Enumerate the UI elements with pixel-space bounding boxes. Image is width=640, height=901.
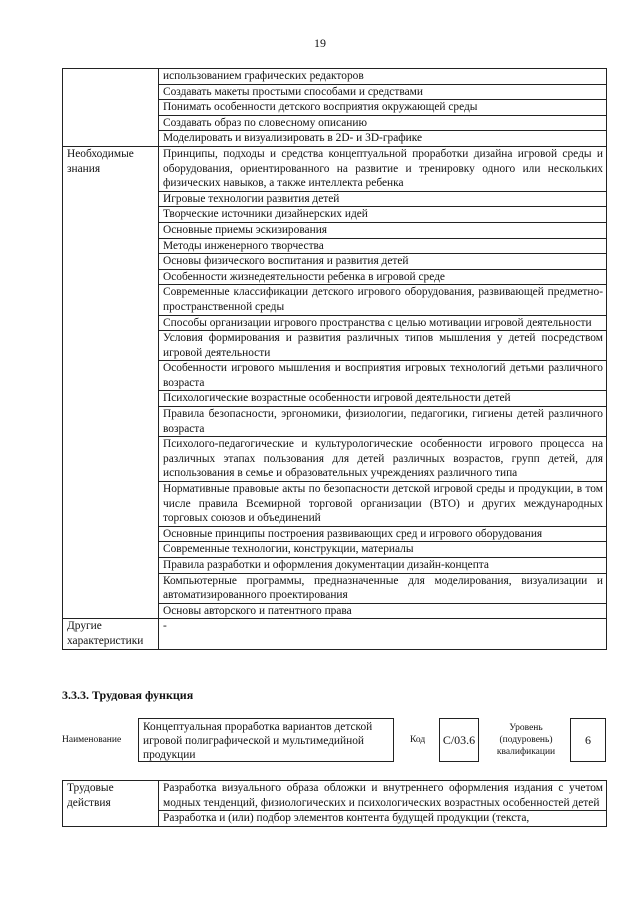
skill-item: Создавать макеты простыми способами и средствами [159,84,607,100]
section-heading: 3.3.3. Трудовая функция [62,688,194,702]
knowledge-item: Способы организации игрового пространства с целью мотивации игровой деятельности [159,315,607,331]
table-row [63,146,607,191]
knowledge-item: Психологические возрастные особенности игровой деятельности детей [159,391,607,407]
knowledge-item: Особенности жизнедеятельности ребенка в игровой среде [159,269,607,285]
knowledge-item: Психолого-педагогические и культурологические особенности игрового процесса на различных этапах пользования для детей различных возрастов, групп детей, для использования в семье и образовательных учреждениях различного типа [159,437,607,482]
knowledge-item: Современные классификации детского игрового оборудования, развивающей предметно-пространственной среды [159,285,607,315]
labor-actions-label: Трудовые действия [63,781,159,827]
page-number: 19 [314,36,326,50]
code-value: C/03.6 [439,718,479,762]
labor-function-header [62,718,606,770]
knowledge-item: Основные приемы эскизирования [159,222,607,238]
other-characteristics-value: - [159,619,607,649]
empty-label-cell [63,69,159,147]
other-characteristics-label: Другие характеристики [63,619,159,649]
skill-item: Понимать особенности детского восприятия окружающей среды [159,100,607,116]
labor-action-item: Разработка и (или) подбор элементов контента будущей продукции (текста, [159,811,607,827]
knowledge-item: Условия формирования и развития различных типов мышления у детей посредством игровой деятельности [159,331,607,361]
knowledge-item: Нормативные правовые акты по безопасности детской игровой среды и продукции, в том числе правила Всемирной торговой организации (ВТО) и других международных торговых союзов и объединений [159,482,607,527]
name-label: Наименование [62,735,122,745]
knowledge-item: Методы инженерного творчества [159,238,607,254]
knowledge-label: Необходимые знания [63,146,159,618]
table-row [63,69,607,85]
table-row [63,781,607,811]
code-label: Код [410,735,426,745]
labor-actions-table [62,780,607,827]
knowledge-item: Компьютерные программы, предназначенные для моделирования, визуализации и автоматизированного проектирования [159,573,607,603]
labor-action-item: Разработка визуального образа обложки и внутреннего оформления издания с учетом модных тенденций, физиологических и психологических возрастных особенностей детей [159,781,607,811]
knowledge-item: Основы авторского и патентного права [159,603,607,619]
knowledge-item: Игровые технологии развития детей [159,191,607,207]
knowledge-item: Современные технологии, конструкции, материалы [159,542,607,558]
knowledge-item: Творческие источники дизайнерских идей [159,207,607,223]
requirements-table [62,68,607,650]
skill-item: использованием графических редакторов [159,69,607,85]
knowledge-item: Принципы, подходы и средства концептуальной проработки дизайна игровой среды и оборудования, ориентированного на развитие и тренировку одного или нескольких физических навыков, а также интеллекта ребенка [159,146,607,191]
skill-item: Моделировать и визуализировать в 2D- и 3D-графике [159,131,607,147]
qualification-level-value: 6 [570,718,606,762]
knowledge-item: Правила безопасности, эргономики, физиологии, педагогики, гигиены детей различного возраста [159,407,607,437]
knowledge-item: Основы физического воспитания и развития детей [159,254,607,270]
name-value: Концептуальная проработка вариантов детской игровой полиграфической и мультимедийной продукции [138,718,394,762]
knowledge-item: Правила разработки и оформления документации дизайн-концепта [159,558,607,574]
qualification-level-label: Уровень (подуровень) квалификации [496,723,556,757]
knowledge-item: Основные принципы построения развивающих сред и игрового оборудования [159,526,607,542]
skill-item: Создавать образ по словесному описанию [159,115,607,131]
table-row [63,619,607,649]
knowledge-item: Особенности игрового мышления и восприятия игровых технологий детьми различного возраста [159,361,607,391]
